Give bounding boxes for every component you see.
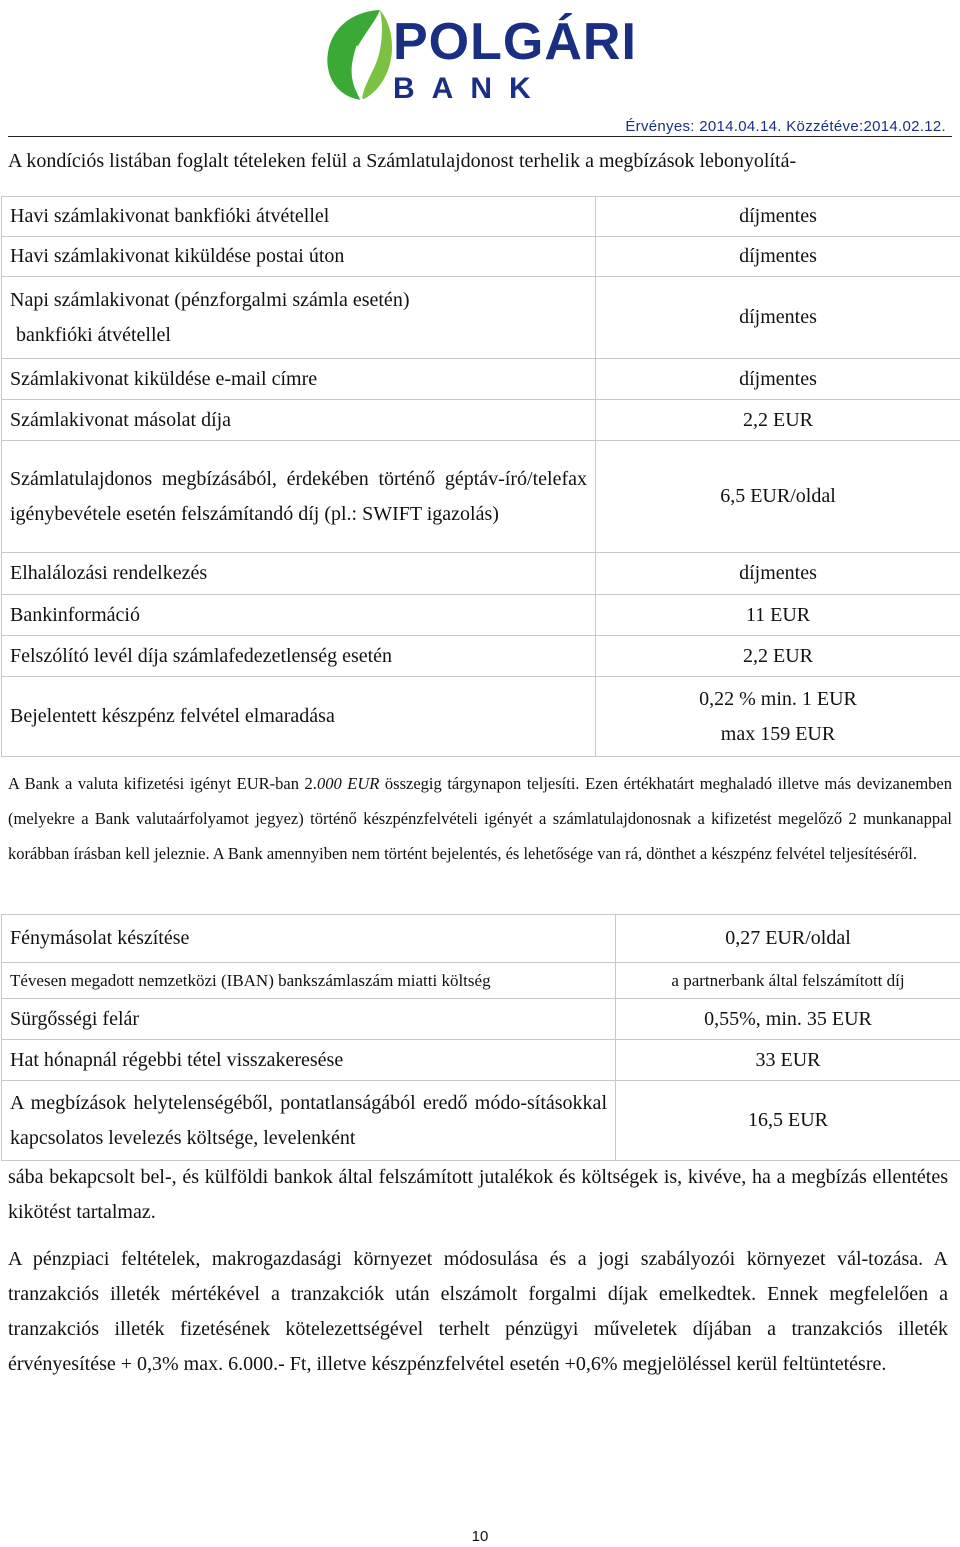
fee-value: 0,27 EUR/oldal	[616, 915, 960, 963]
fee-value-cell	[596, 677, 960, 757]
fee-table-2	[1, 914, 960, 1161]
fee-label: Hat hónapnál régebbi tétel visszakeresése	[2, 1040, 616, 1081]
fee-value: 2,2 EUR	[596, 636, 960, 677]
notice-part2: 000 EUR	[316, 774, 380, 793]
leaf-icon	[322, 6, 402, 106]
fee-label: Számlatulajdonos megbízásából, érdekében történő géptáv-író/telefax igénybevétele esetén felszámítandó díj (pl.: SWIFT igazolás)	[2, 441, 596, 553]
fee-value: 6,5 EUR/oldal	[596, 441, 960, 553]
final-paragraph: A pénzpiaci feltételek, makrogazdasági környezet módosulása és a jogi szabályozói környezet vál-tozása. A tranzakciós illeték mértékével a tranzakciók után elszámolt forgalmi díjak emelkedtek. Ennek megfelelően a tranzakciós illeték fizetésének kötelezettségével terhelt pénzügyi műveletek díjában a tranzakciós illeték érvényesítése + 0,3% max. 6.000.- Ft, illetve készpénzfelvétel esetén +0,6% megjelöléssel kerül feltüntetésre.	[8, 1248, 948, 1375]
table-row	[2, 197, 960, 237]
fee-value: 0,22 % min. 1 EUR	[699, 687, 857, 710]
table-row	[2, 677, 960, 757]
validity-date: Érvényes: 2014.04.14. Közzétéve:2014.02.12.	[625, 118, 946, 135]
fee-value: díjmentes	[596, 237, 960, 277]
table-row	[2, 999, 960, 1040]
logo-word-polgari: POLGÁRI	[393, 13, 637, 71]
table-row	[2, 359, 960, 400]
fee-label: Számlakivonat kiküldése e-mail címre	[2, 359, 596, 400]
fee-value: díjmentes	[596, 277, 960, 359]
fee-label-cell	[2, 277, 596, 359]
continuation-paragraph: sába bekapcsolt bel-, és külföldi bankok által felszámított jutalékok és költségek is, kivéve, ha a megbízás ellentétes kikötést tartalmaz.	[8, 1166, 948, 1223]
intro-line: A kondíciós listában foglalt tételeken felül a Számlatulajdonost terhelik a megbízások lebonyolítá-	[8, 150, 797, 172]
table-row	[2, 277, 960, 359]
fee-value: 2,2 EUR	[596, 400, 960, 441]
fee-label: Sürgősségi felár	[2, 999, 616, 1040]
notice-part1: A Bank a valuta kifizetési igényt EUR-ban 2.	[8, 774, 317, 793]
fee-label: Napi számlakivonat (pénzforgalmi számla esetén)	[10, 288, 410, 311]
fee-value: 11 EUR	[596, 595, 960, 636]
fee-label: Számlakivonat másolat díja	[2, 400, 596, 441]
header-divider	[8, 136, 952, 137]
fee-value: 16,5 EUR	[616, 1081, 960, 1161]
fee-value: díjmentes	[596, 359, 960, 400]
fee-label: Bankinformáció	[2, 595, 596, 636]
fee-value: 33 EUR	[616, 1040, 960, 1081]
fee-label: Tévesen megadott nemzetközi (IBAN) bankszámlaszám miatti költség	[2, 963, 616, 999]
table-row	[2, 1040, 960, 1081]
table-row	[2, 636, 960, 677]
fee-label: Fénymásolat készítése	[2, 915, 616, 963]
fee-value: 0,55%, min. 35 EUR	[616, 999, 960, 1040]
fee-label: Havi számlakivonat kiküldése postai úton	[2, 237, 596, 277]
logo-word-bank: BANK	[393, 72, 548, 105]
table-row	[2, 915, 960, 963]
table-row	[2, 1081, 960, 1161]
fee-value: a partnerbank által felszámított díj	[616, 963, 960, 999]
table-row	[2, 400, 960, 441]
fee-label: Bejelentett készpénz felvétel elmaradása	[2, 677, 596, 757]
notice-part3: összegig tárgynapon teljesíti. Ezen értékhatárt meghaladó illetve más devizanemben (melyekre a Bank valutaárfolyamot jegyez) történő készpénzfelvételi igényét a számlatulajdonosnak a kifizetést megelőző 2 munkanappal korábban írásban kell jeleznie. A Bank amennyiben nem történt bejelentés, és lehetősége van rá, dönthet a készpénz felvétel teljesítéséről.	[8, 774, 952, 863]
fee-label: Havi számlakivonat bankfióki átvétellel	[2, 197, 596, 237]
currency-notice	[8, 766, 952, 871]
table-row	[2, 963, 960, 999]
fee-value-line2: max 159 EUR	[720, 722, 836, 745]
fee-label-line2: bankfióki átvétellel	[16, 323, 171, 346]
table-row	[2, 595, 960, 636]
fee-label: Felszólító levél díja számlafedezetlenség esetén	[2, 636, 596, 677]
table-row	[2, 553, 960, 595]
table-row	[2, 441, 960, 553]
fee-label: Elhalálozási rendelkezés	[2, 553, 596, 595]
page-number: 10	[471, 1528, 489, 1545]
fee-value: díjmentes	[596, 553, 960, 595]
fee-value: díjmentes	[596, 197, 960, 237]
table-row	[2, 237, 960, 277]
fee-label: A megbízások helytelenségéből, pontatlanságából eredő módo-sításokkal kapcsolatos levelezés költsége, levelenként	[2, 1081, 616, 1161]
fee-table-1	[1, 196, 960, 757]
